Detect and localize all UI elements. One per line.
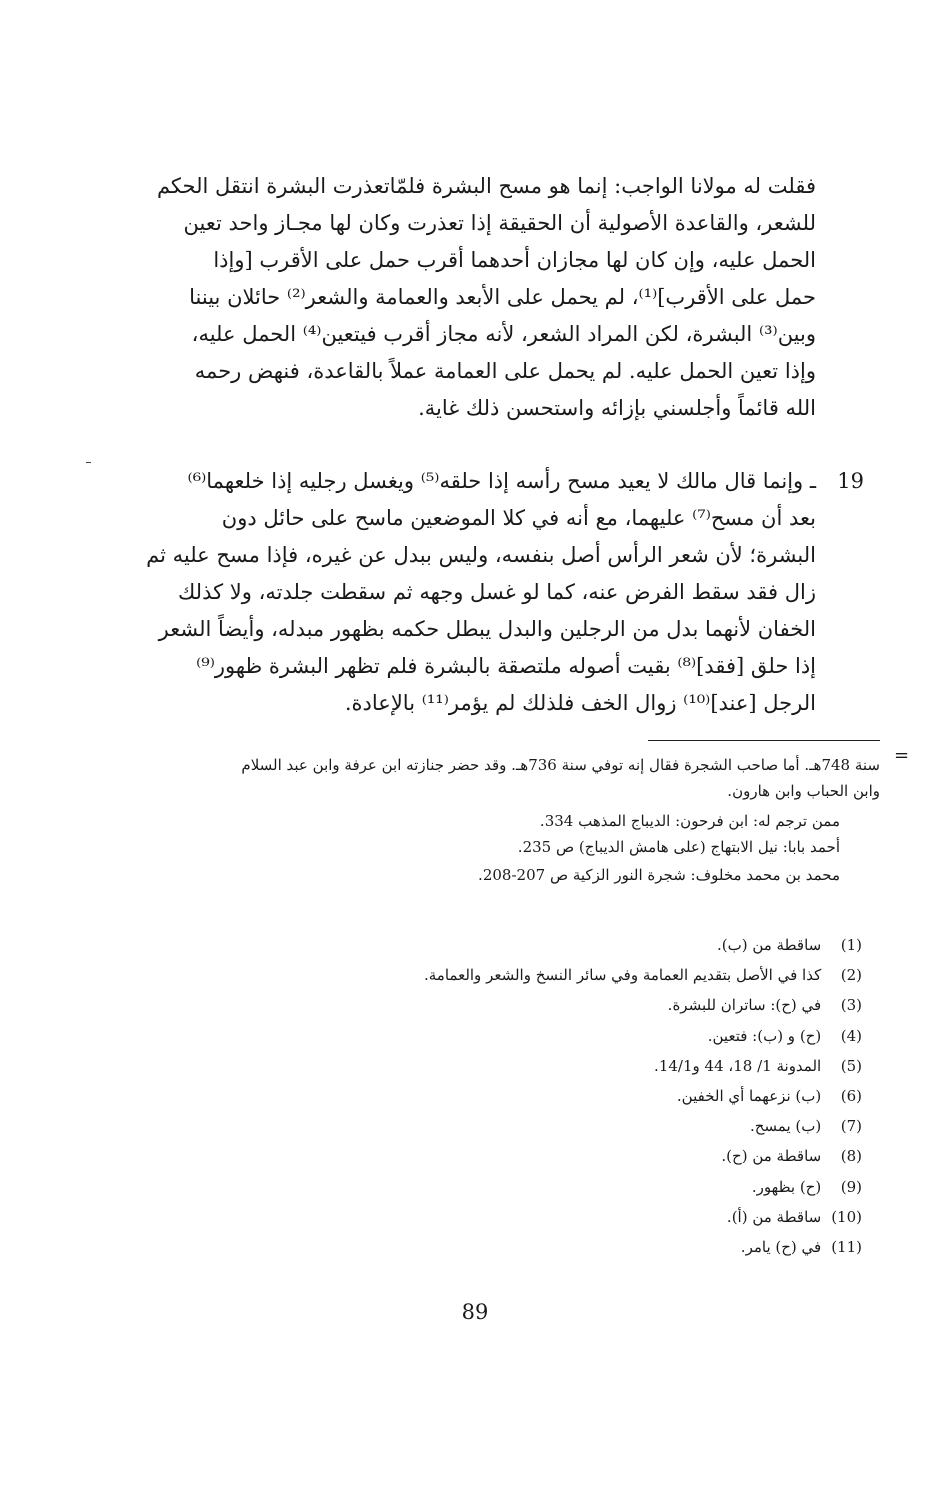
text-line: الرجل [عند]⁽¹⁰⁾ زوال الخف فلذلك لم يؤمر⁽¹¹⁾ بالإعادة. (344, 691, 816, 715)
footnote-number: (4) (840, 1026, 862, 1045)
text-line: الله قائماً وأجلسني بإزائه واستحسن ذلك غاية. (418, 396, 816, 420)
text-line: زال فقد سقط الفرض عنه، كما لو غسل وجهه ثم سقطت جلدته، ولا كذلك (177, 580, 816, 604)
footnote-separator (648, 740, 880, 741)
text-line: ـ وإنما قال مالك لا يعيد مسح رأسه إذا حلقه⁽⁵⁾ ويغسل رجليه إذا خلعهما⁽⁶⁾ (187, 469, 816, 493)
item-number: 19 (837, 469, 864, 493)
page-number: 89 (461, 1300, 489, 1324)
text-line: حمل على الأقرب]⁽¹⁾، لم يحمل على الأبعد والعمامة والشعر⁽²⁾ حائلان بيننا (189, 285, 816, 309)
footnote-number: (5) (840, 1056, 862, 1075)
text-line: وإذا تعين الحمل عليه. لم يحمل على العمامة عملاً بالقاعدة، فنهض رحمه (194, 359, 816, 383)
footnote (108, 1141, 862, 1171)
footnote-number: (7) (840, 1117, 862, 1136)
footnote-line: ممن ترجم له: ابن فرحون: الديباج المذهب 334. (539, 812, 840, 830)
footnote-number: (9) (840, 1177, 862, 1196)
footnote (108, 930, 862, 960)
footnote (108, 1172, 862, 1202)
footnote-text: المدونة 1/ 18، 44 و14/1. (654, 1056, 822, 1075)
text-line: وبين⁽³⁾ البشرة، لكن المراد الشعر، لأنه مجاز أقرب فيتعين⁽⁴⁾ الحمل عليه، (191, 322, 816, 346)
footnote-number: (10) (831, 1207, 862, 1226)
footnote-line: وابن الحباب وابن هارون. (727, 782, 880, 800)
text-line: للشعر، والقاعدة الأصولية أن الحقيقة إذا تعذرت وكان لها مجـاز واحد تعين (183, 211, 816, 235)
footnote-text: كذا في الأصل بتقديم العمامة وفي سائر النسخ والشعر والعمامة. (424, 966, 822, 985)
text-line: البشرة؛ لأن شعر الرأس أصل بنفسه، وليس ببدل عن غيره، فإذا مسح عليه ثم (146, 543, 816, 567)
footnote-text: ساقطة من (ح). (721, 1147, 822, 1166)
text-line: إذا حلق [فقد]⁽⁸⁾ بقيت أصوله ملتصقة بالبشرة فلم تظهر البشرة ظهور⁽⁹⁾ (196, 654, 816, 678)
footnote (108, 1111, 862, 1141)
text-line: بعد أن مسح⁽⁷⁾ عليهما، مع أنه في كلا الموضعين ماسح على حائل دون (221, 506, 816, 530)
footnote (108, 990, 862, 1020)
continuation-mark: = (894, 745, 910, 766)
footnote-line: أحمد بابا: نيل الابتهاج (على هامش الديباج) ص 235. (517, 838, 840, 856)
footnote (108, 1232, 862, 1262)
footnote-text: في (ح): ساتران للبشرة. (667, 996, 822, 1015)
footnote-text: في (ح) يامر. (740, 1237, 822, 1256)
footnote-text: ساقطة من (أ). (726, 1207, 822, 1226)
text-line: فقلت له مولانا الواجب: إنما هو مسح البشرة فلمّاتعذرت البشرة انتقل الحكم (156, 174, 816, 198)
footnote (108, 1051, 862, 1081)
footnote-text: (ب) نزعهما أي الخفين. (676, 1086, 822, 1105)
footnote (108, 1202, 862, 1232)
footnote-line: محمد بن محمد مخلوف: شجرة النور الزكية ص 207-208. (478, 866, 840, 884)
text-line: الخفان لأنهما بدل من الرجلين والبدل يبطل حكمه بظهور مبدله، وأيضاً الشعر (158, 617, 816, 641)
footnote (108, 960, 862, 990)
footnote-number: (8) (840, 1147, 862, 1166)
footnote-number: (3) (840, 996, 862, 1015)
footnote (108, 1081, 862, 1111)
footnotes-list (108, 930, 862, 1262)
footnote-number: (11) (831, 1237, 862, 1256)
item-19-text (96, 463, 816, 722)
main-paragraph (96, 168, 816, 427)
footnote-text: (ب) يمسح. (749, 1117, 822, 1136)
footnote-number: (6) (840, 1086, 862, 1105)
footnote (108, 1021, 862, 1051)
footnote-text: ساقطة من (ب). (716, 936, 822, 954)
footnote-text: (ح) بظهور. (751, 1177, 822, 1196)
text-line: الحمل عليه، وإن كان لها مجازان أحدهما أقرب حمل على الأقرب [وإذا (213, 248, 816, 272)
margin-mark (86, 462, 91, 463)
item-19 (96, 463, 864, 722)
footnote-text: (ح) و (ب): فتعين. (707, 1026, 822, 1045)
footnote-number: (1) (840, 936, 862, 954)
footnote-number: (2) (840, 966, 862, 985)
footnote-line: سنة 748هـ. أما صاحب الشجرة فقال إنه توفي سنة 736هـ. وقد حضر جنازته ابن عرفة وابن عبد السلام (241, 756, 880, 774)
